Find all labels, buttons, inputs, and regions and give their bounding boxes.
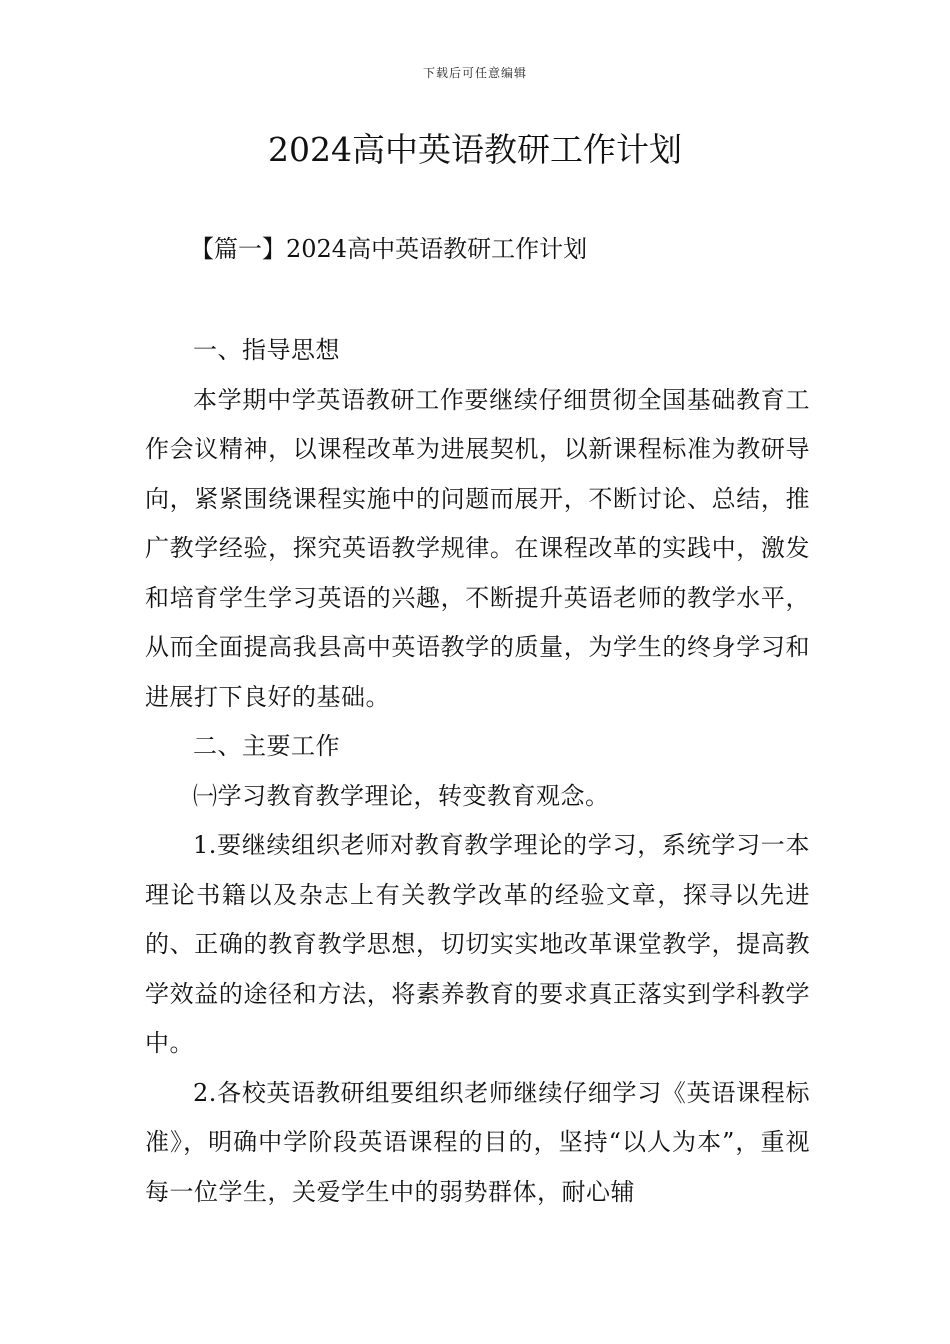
header-note: 下载后可任意编辑: [422, 66, 527, 80]
list-item-2: 2.各校英语教研组要组织老师继续仔细学习《英语课程标准》，明确中学阶段英语课程的目的，坚持“以人为本”，重视每一位学生，关爱学生中的弱势群体，耐心辅: [145, 1078, 810, 1206]
list-item-1: 1.要继续组织老师对教育教学理论的学习，系统学习一本理论书籍以及杂志上有关教学改革的经验文章，探寻以先进的、正确的教育教学思想，切切实实地改革课堂教学，提高教学效益的途径和方法，将素养教育的要求真正落实到学科教学中。: [145, 831, 810, 1057]
document-body: [145, 326, 810, 1217]
paragraph-guiding-thought: 本学期中学英语教研工作要继续仔细贯彻全国基础教育工作会议精神，以课程改革为进展契机，以新课程标准为教研导向，紧紧围绕课程实施中的问题而展开，不断讨论、总结，推广教学经验，探究英语教学规律。在课程改革的实践中，激发和培育学生学习英语的兴趣，不断提升英语老师的教学水平，从而全面提高我县高中英语教学的质量，为学生的终身学习和进展打下良好的基础。: [145, 385, 810, 711]
document-title: 2024高中英语教研工作计划: [268, 130, 682, 169]
section-heading-guiding-thought: 一、指导思想: [193, 336, 340, 364]
document-subtitle: 【篇一】2024高中英语教研工作计划: [190, 235, 588, 263]
section-heading-main-work: 二、主要工作: [193, 732, 340, 760]
subsection-heading-study-theory: ㈠学习教育教学理论，转变教育观念。: [193, 781, 610, 810]
